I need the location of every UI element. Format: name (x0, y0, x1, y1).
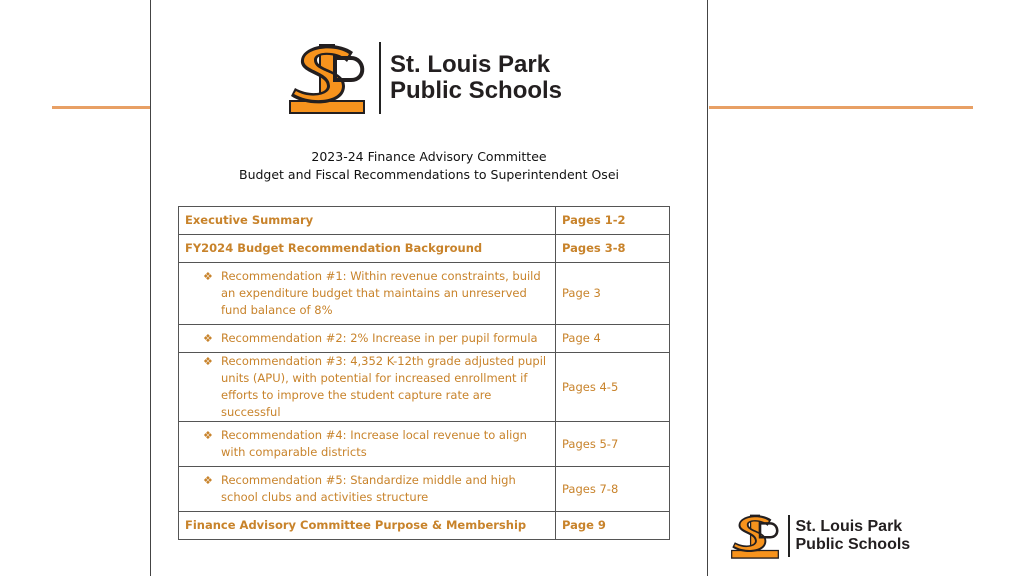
toc-row-recommendation-1 (179, 263, 670, 325)
diamond-bullet-icon: ❖ (203, 270, 213, 283)
table-of-contents (178, 206, 670, 540)
toc-label: Recommendation #1: Within revenue constraints, build an expenditure budget that maintains an unreserved fund balance of 8% (221, 269, 541, 317)
toc-label: Recommendation #3: 4,352 K-12th grade adjusted pupil units (APU), with potential for increased enrollment if efforts to improve the student capture rate are successful (221, 354, 547, 419)
document-title-line-2: Budget and Fiscal Recommendations to Superintendent Osei (239, 167, 619, 182)
toc-pages: Pages 4-5 (556, 353, 670, 422)
toc-pages: Pages 3-8 (556, 235, 670, 263)
document-heading (150, 148, 708, 184)
toc-pages: Page 4 (556, 325, 670, 353)
slp-monogram-icon (281, 40, 373, 116)
toc-pages: Page 9 (556, 512, 670, 540)
toc-label: Recommendation #5: Standardize middle and high school clubs and activities structure (221, 473, 516, 504)
toc-row-recommendation-5 (179, 467, 670, 512)
document-title-line-1: 2023-24 Finance Advisory Committee (311, 149, 547, 164)
district-wordmark (796, 518, 911, 554)
toc-label: Recommendation #2: 2% Increase in per pupil formula (221, 331, 538, 345)
diamond-bullet-icon: ❖ (203, 332, 213, 345)
toc-label: Finance Advisory Committee Purpose & Membership (179, 512, 556, 540)
wordmark-line-1: St. Louis Park (390, 51, 551, 78)
diamond-bullet-icon: ❖ (203, 429, 213, 442)
accent-rule-left (52, 106, 150, 109)
slp-monogram-icon (726, 512, 784, 560)
wordmark-line-2: Public Schools (390, 77, 563, 104)
toc-pages: Pages 7-8 (556, 467, 670, 512)
diamond-bullet-icon: ❖ (203, 474, 213, 487)
logo-divider (788, 515, 790, 557)
toc-row-recommendation-3 (179, 353, 670, 422)
accent-rule-right (709, 106, 973, 109)
toc-pages: Pages 1-2 (556, 207, 670, 235)
toc-row-budget-background (179, 235, 670, 263)
toc-label: FY2024 Budget Recommendation Background (179, 235, 556, 263)
toc-row-recommendation-2 (179, 325, 670, 353)
toc-pages: Pages 5-7 (556, 422, 670, 467)
toc-label: Recommendation #4: Increase local revenue to align with comparable districts (221, 428, 527, 459)
wordmark-line-2: Public Schools (795, 536, 911, 553)
toc-pages: Page 3 (556, 263, 670, 325)
district-logo-main (281, 40, 562, 116)
toc-row-committee-membership (179, 512, 670, 540)
toc-row-executive-summary (179, 207, 670, 235)
diamond-bullet-icon: ❖ (203, 355, 213, 368)
toc-row-recommendation-4 (179, 422, 670, 467)
district-wordmark (390, 52, 562, 104)
logo-divider (379, 42, 381, 114)
district-logo-corner (726, 512, 910, 560)
toc-label: Executive Summary (179, 207, 556, 235)
wordmark-line-1: St. Louis Park (795, 518, 903, 535)
